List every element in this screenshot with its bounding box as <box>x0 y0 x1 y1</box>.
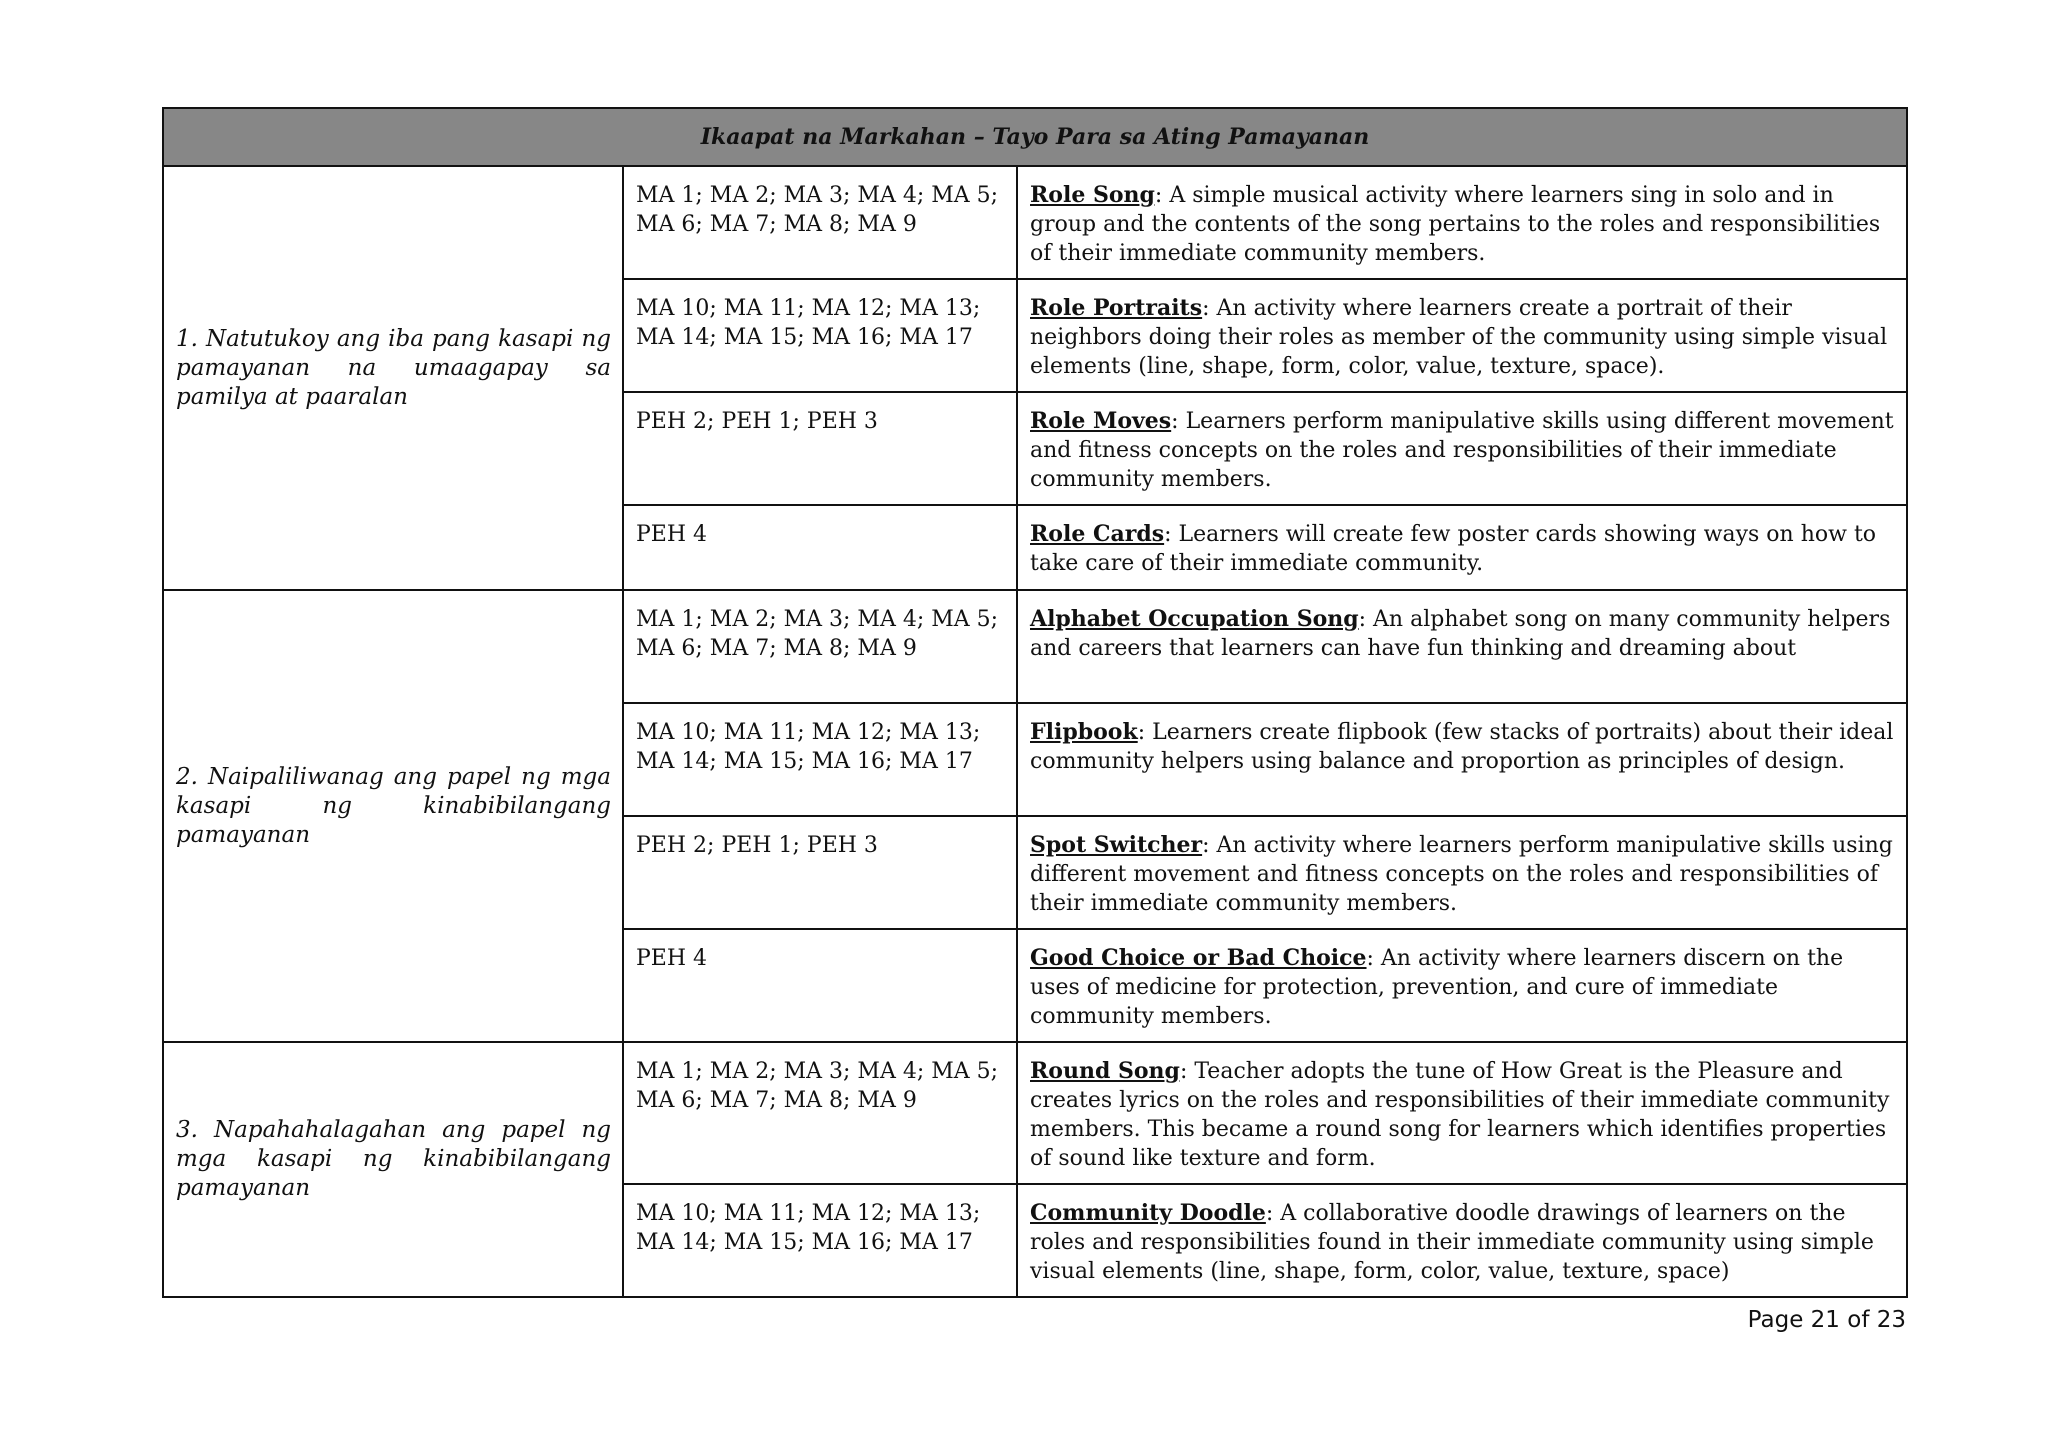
competency-cell: 3. Napahahalagahan ang papel ng mga kasapi ng kinabibilangang pamayanan <box>163 1042 623 1297</box>
code-cell: MA 10; MA 11; MA 12; MA 13; MA 14; MA 15; MA 16; MA 17 <box>623 279 1017 392</box>
activity-description: : An alphabet song on many community helpers and careers that learners can have fun thinking and dreaming about <box>1030 607 1891 661</box>
code-cell: PEH 2; PEH 1; PEH 3 <box>623 392 1017 505</box>
competency-cell: 1. Natutukoy ang iba pang kasapi ng pamayanan na umaagapay sa pamilya at paaralan <box>163 166 623 590</box>
code-cell: PEH 4 <box>623 929 1017 1042</box>
activity-description: : An activity where learners discern on the uses of medicine for protection, prevention, and cure of immediate community members. <box>1030 946 1844 1029</box>
activity-description: : Learners create flipbook (few stacks of portraits) about their ideal community helpers using balance and proportion as principles of design. <box>1030 720 1894 774</box>
activity-cell <box>1017 392 1907 505</box>
activity-description: : Teacher adopts the tune of How Great is the Pleasure and creates lyrics on the roles and responsibilities of their immediate community members. This became a round song for learners which identifies properties of sound like texture and form. <box>1030 1059 1890 1171</box>
activity-description: : A simple musical activity where learners sing in solo and in group and the contents of the song pertains to the roles and responsibilities of their immediate community members. <box>1030 183 1881 266</box>
activity-cell <box>1017 929 1907 1042</box>
activity-cell <box>1017 816 1907 929</box>
activity-name: Flipbook <box>1030 719 1138 745</box>
code-cell: MA 10; MA 11; MA 12; MA 13; MA 14; MA 15; MA 16; MA 17 <box>623 1184 1017 1297</box>
activity-description: : Learners will create few poster cards showing ways on how to take care of their immediate community. <box>1030 522 1877 576</box>
table-header-row <box>163 108 1907 166</box>
code-cell: PEH 2; PEH 1; PEH 3 <box>623 816 1017 929</box>
activity-name: Role Portraits <box>1030 295 1203 321</box>
activity-name: Good Choice or Bad Choice <box>1030 945 1367 971</box>
table-row <box>163 590 1907 703</box>
activity-cell <box>1017 590 1907 703</box>
table-row <box>163 1042 1907 1184</box>
activity-cell <box>1017 1184 1907 1297</box>
activity-description: : A collaborative doodle drawings of learners on the roles and responsibilities found in their immediate community using simple visual elements (line, shape, form, color, value, texture, space) <box>1030 1201 1874 1284</box>
activity-name: Spot Switcher <box>1030 832 1203 858</box>
activity-description: : An activity where learners create a portrait of their neighbors doing their roles as member of the community using simple visual elements (line, shape, form, color, value, texture, space). <box>1030 296 1888 379</box>
activity-name: Role Song <box>1030 182 1155 208</box>
activity-cell <box>1017 166 1907 279</box>
activity-cell <box>1017 279 1907 392</box>
activity-cell <box>1017 1042 1907 1184</box>
activity-cell <box>1017 505 1907 590</box>
code-cell: MA 1; MA 2; MA 3; MA 4; MA 5; MA 6; MA 7; MA 8; MA 9 <box>623 590 1017 703</box>
activity-name: Round Song <box>1030 1058 1180 1084</box>
competency-cell: 2. Naipaliliwanag ang papel ng mga kasapi ng kinabibilangang pamayanan <box>163 590 623 1042</box>
activity-description: : An activity where learners perform manipulative skills using different movement and fitness concepts on the roles and responsibilities of their immediate community members. <box>1030 833 1893 916</box>
code-cell: MA 10; MA 11; MA 12; MA 13; MA 14; MA 15; MA 16; MA 17 <box>623 703 1017 816</box>
curriculum-table <box>162 107 1908 1298</box>
table-row <box>163 166 1907 279</box>
activity-name: Community Doodle <box>1030 1200 1266 1226</box>
activity-name: Role Moves <box>1030 408 1172 434</box>
code-cell: MA 1; MA 2; MA 3; MA 4; MA 5; MA 6; MA 7; MA 8; MA 9 <box>623 166 1017 279</box>
activity-cell <box>1017 703 1907 816</box>
activity-name: Role Cards <box>1030 521 1165 547</box>
quarter-title: Ikaapat na Markahan – Tayo Para sa Ating Pamayanan <box>163 108 1907 166</box>
page-number: Page 21 of 23 <box>1747 1307 1906 1333</box>
code-cell: MA 1; MA 2; MA 3; MA 4; MA 5; MA 6; MA 7; MA 8; MA 9 <box>623 1042 1017 1184</box>
activity-description: : Learners perform manipulative skills using different movement and fitness concepts on the roles and responsibilities of their immediate community members. <box>1030 409 1894 492</box>
code-cell: PEH 4 <box>623 505 1017 590</box>
activity-name: Alphabet Occupation Song <box>1030 606 1359 632</box>
